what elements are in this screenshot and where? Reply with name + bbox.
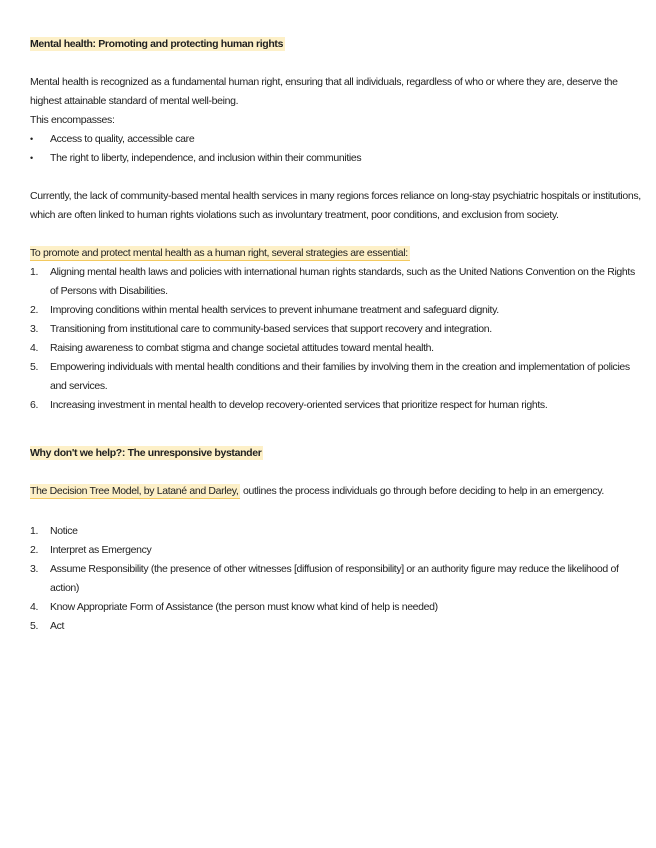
spacer bbox=[30, 461, 642, 482]
list-text: Interpret as Emergency bbox=[50, 544, 152, 556]
list-text: Improving conditions within mental health services to prevent inhumane treatment and safeguard dignity. bbox=[50, 304, 499, 316]
encompasses-label: This encompasses: bbox=[30, 114, 115, 126]
list-item bbox=[30, 560, 642, 598]
list-item bbox=[30, 320, 642, 339]
spacer bbox=[30, 415, 642, 445]
strategies-intro-text: To promote and protect mental health as a human right, several strategies are essential: bbox=[30, 247, 408, 259]
list-number: 2. bbox=[30, 544, 39, 556]
list-item: • Access to quality, accessible care bbox=[30, 130, 642, 149]
list-text: Transitioning from institutional care to community-based services that support recovery and integration. bbox=[50, 323, 492, 335]
current-situation-paragraph: Currently, the lack of community-based mental health services in many regions forces reliance on long-stay psychiatric hospitals or institutions, which are often linked to human rights violations such as involuntary treatment, poor conditions, and exclusion from society. bbox=[30, 190, 641, 221]
list-number: 3. bbox=[30, 323, 39, 335]
list-text: Aligning mental health laws and policies with international human rights standards, such as the United Nations Convention on the Rights of Persons with Disabilities. bbox=[50, 266, 635, 297]
list-item bbox=[30, 541, 642, 560]
spacer bbox=[30, 501, 642, 520]
list-number: 3. bbox=[30, 563, 39, 575]
list-number: 1. bbox=[30, 525, 39, 537]
list-text: Act bbox=[50, 620, 65, 632]
list-item bbox=[30, 617, 642, 636]
strategies-intro bbox=[30, 244, 642, 263]
list-number: 5. bbox=[30, 620, 39, 632]
list-text: Empowering individuals with mental health conditions and their families by involving them in the creation and implementation of policies and services. bbox=[50, 361, 630, 392]
list-item bbox=[30, 598, 642, 617]
section-title-bystander bbox=[30, 445, 642, 461]
list-item bbox=[30, 339, 642, 358]
spacer bbox=[30, 225, 642, 244]
decision-tree-model-reference: The Decision Tree Model, by Latané and Darley, bbox=[30, 485, 239, 497]
section-title-text: Why don't we help?: The unresponsive bystander bbox=[30, 447, 262, 459]
list-text: Know Appropriate Form of Assistance (the person must know what kind of help is needed) bbox=[50, 601, 438, 613]
decision-tree-intro bbox=[30, 482, 642, 501]
strategies-list bbox=[30, 263, 642, 415]
list-item: • The right to liberty, independence, and inclusion within their communities bbox=[30, 149, 642, 168]
intro-paragraph: Mental health is recognized as a fundamental human right, ensuring that all individuals, regardless of who or where they are, deserve the highest attainable standard of mental well-being. bbox=[30, 76, 618, 107]
spacer bbox=[30, 52, 642, 73]
list-item bbox=[30, 396, 642, 415]
list-number: 4. bbox=[30, 601, 39, 613]
list-number: 1. bbox=[30, 266, 39, 278]
list-item bbox=[30, 263, 642, 301]
list-number: 6. bbox=[30, 399, 39, 411]
list-number: 5. bbox=[30, 361, 39, 373]
decision-tree-intro-rest: outlines the process individuals go through before deciding to help in an emergency. bbox=[240, 485, 604, 497]
list-item bbox=[30, 522, 642, 541]
list-number: 2. bbox=[30, 304, 39, 316]
document-page bbox=[30, 36, 642, 636]
list-text: Notice bbox=[50, 525, 78, 537]
list-item bbox=[30, 358, 642, 396]
list-text: Raising awareness to combat stigma and change societal attitudes toward mental health. bbox=[50, 342, 434, 354]
section-title-text: Mental health: Promoting and protecting human rights bbox=[30, 38, 284, 50]
section-title-mental-health bbox=[30, 36, 642, 52]
encompasses-list bbox=[30, 130, 642, 168]
spacer bbox=[30, 168, 642, 187]
list-number: 4. bbox=[30, 342, 39, 354]
decision-steps-list bbox=[30, 522, 642, 636]
list-item bbox=[30, 301, 642, 320]
list-text: Assume Responsibility (the presence of other witnesses [diffusion of responsibility] or an authority figure may reduce the likelihood of action) bbox=[50, 563, 619, 594]
list-text: Increasing investment in mental health to develop recovery-oriented services that prioritize respect for human rights. bbox=[50, 399, 548, 411]
